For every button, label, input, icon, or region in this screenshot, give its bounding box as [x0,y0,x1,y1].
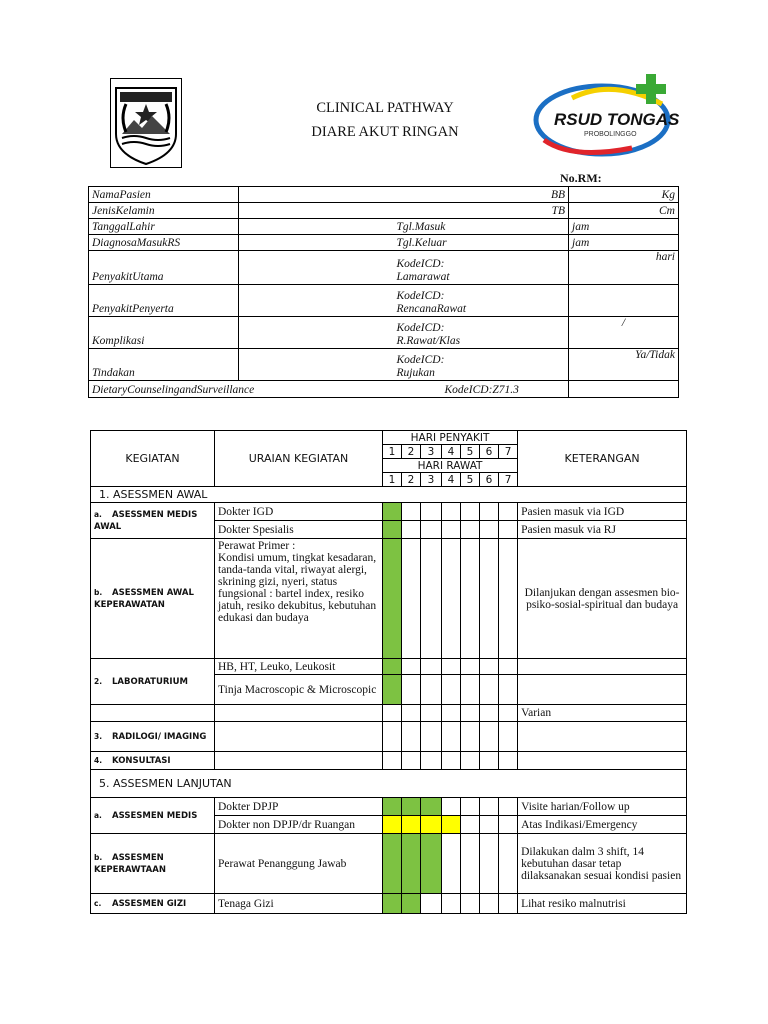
hari-rawat-day: 1 [383,473,402,487]
penyakit-utama-label: PenyakitUtama [89,251,239,285]
keterangan-malnutrisi: Lihat resiko malnutrisi [518,894,687,914]
uraian-perawat-primer: Perawat Primer : Kondisi umum, tingkat kesadaran, tanda-tanda vital, riwayat alergi, skrining gizi, nyeri, status fungsional : bartel index, resiko jatuh, resiko dekubitus, kebutuhan edukasi dan budaya [215,539,383,659]
uraian-tenaga-gizi: Tenaga Gizi [215,894,383,914]
jam-masuk-label: jam [569,219,679,235]
day-cell-filled [383,539,402,659]
day-cell [480,798,499,816]
day-cell-filled [383,503,402,521]
day-cell [480,816,499,834]
keterangan-konsultasi [518,752,687,770]
day-cell [383,705,402,722]
clinical-pathway-activity-table [90,430,687,914]
day-cell [499,752,518,770]
hospital-logo [532,70,680,160]
day-cell [442,675,461,705]
hari-penyakit-day: 7 [499,445,518,459]
day-cell [461,816,480,834]
uraian-dokter-non-dpjp: Dokter non DPJP/dr Ruangan [215,816,383,834]
day-cell [421,722,442,752]
day-cell [402,675,421,705]
day-cell-filled [383,521,402,539]
hari-penyakit-day: 6 [480,445,499,459]
day-cell-yellow [421,816,442,834]
section-asesmen-awal: 1. ASESSMEN AWAL [91,487,687,503]
day-cell [499,659,518,675]
day-cell [442,722,461,752]
day-cell [461,521,480,539]
keterangan-header: KETERANGAN [518,431,687,487]
day-cell [499,834,518,894]
uraian-hb-ht-leuko: HB, HT, Leuko, Leukosit [215,659,383,675]
hari-rawat-day: 4 [442,473,461,487]
day-cell-yellow [442,816,461,834]
uraian-dokter-igd: Dokter IGD [215,503,383,521]
cm-unit: Cm [569,203,679,219]
title-line-2: DIARE AKUT RINGAN [311,124,459,140]
day-cell [499,798,518,816]
keterangan-shift: Dilakukan dalm 3 shift, 14 kebutuhan dasar tetap dilaksanakan sesuai kondisi pasien [518,834,687,894]
keterangan-rj: Pasien masuk via RJ [518,521,687,539]
day-cell [461,894,480,914]
day-cell [442,834,461,894]
hari-rawat-day: 5 [461,473,480,487]
hari-rawat-header: HARI RAWAT [383,459,518,473]
assesmen-gizi-label: c. ASSESMEN GIZI [91,894,215,914]
hari-penyakit-day: 1 [383,445,402,459]
day-cell-filled [421,798,442,816]
title-line-1: CLINICAL PATHWAY [316,100,454,116]
rencana-rawat-value [569,285,679,317]
day-cell [421,521,442,539]
day-cell-filled [383,798,402,816]
tgl-keluar-label: Tgl.Keluar [397,235,569,251]
day-cell [461,503,480,521]
rujukan-label: Rujukan [396,367,435,379]
day-cell-filled [383,894,402,914]
day-cell [383,752,402,770]
document-title [250,96,520,144]
assesmen-keperawatan-label: b. ASSESMEN KEPERAWTAAN [91,834,215,894]
keterangan-visite: Visite harian/Follow up [518,798,687,816]
uraian-dokter-spesialis: Dokter Spesialis [215,521,383,539]
day-cell [499,705,518,722]
day-cell-filled [383,675,402,705]
day-cell [499,539,518,659]
day-cell [461,752,480,770]
keterangan-radiologi [518,722,687,752]
penyakit-penyerta-value [239,285,397,317]
hari-rawat-day: 6 [480,473,499,487]
day-cell [442,798,461,816]
day-cell-filled [402,894,421,914]
ya-tidak-option: Ya/Tidak [569,349,679,381]
day-cell [461,722,480,752]
day-cell [461,798,480,816]
penyakit-utama-value [239,251,397,285]
day-cell [499,816,518,834]
nama-pasien-label: NamaPasien [89,187,239,203]
day-cell [461,834,480,894]
uraian-kegiatan-header: URAIAN KEGIATAN [215,431,383,487]
diagnosa-masuk-label: DiagnosaMasukRS [89,235,239,251]
day-cell-filled [383,659,402,675]
kode-icd-tindakan: KodeICD: [396,354,445,366]
regency-emblem-logo [110,78,182,168]
day-cell [442,539,461,659]
patient-info-table [88,186,679,398]
jam-keluar-label: jam [569,235,679,251]
hospital-logo-subtext: PROBOLINGGO [584,131,637,138]
rencana-rawat-label: RencanaRawat [396,303,467,315]
laboratorium-empty-label [91,705,215,722]
day-cell [461,705,480,722]
diagnosa-value [239,235,397,251]
tanggal-lahir-value [239,219,397,235]
keterangan-igd: Pasien masuk via IGD [518,503,687,521]
hari-penyakit-day: 2 [402,445,421,459]
day-cell [442,894,461,914]
day-cell [442,503,461,521]
tindakan-value [239,349,397,381]
hari-rawat-day: 2 [402,473,421,487]
hari-penyakit-day: 4 [442,445,461,459]
day-cell [461,675,480,705]
uraian-perawat-penanggung-jawab: Perawat Penanggung Jawab [215,834,383,894]
day-cell [480,705,499,722]
kode-icd-z713: KodeICD:Z71.3 [397,381,569,398]
day-cell [421,503,442,521]
day-cell-filled [383,834,402,894]
day-cell [442,705,461,722]
hari-penyakit-day: 5 [461,445,480,459]
uraian-dokter-dpjp: Dokter DPJP [215,798,383,816]
hari-penyakit-day: 3 [421,445,442,459]
day-cell-filled [421,834,442,894]
day-cell [402,539,421,659]
keterangan-lab-2 [518,675,687,705]
day-cell [421,705,442,722]
day-cell-yellow [383,816,402,834]
day-cell [383,722,402,752]
day-cell [442,752,461,770]
day-cell [499,521,518,539]
day-cell [480,675,499,705]
komplikasi-label: Komplikasi [89,317,239,349]
day-cell [402,752,421,770]
tgl-masuk-label: Tgl.Masuk [397,219,569,235]
day-cell [480,722,499,752]
day-cell [480,834,499,894]
laboratorium-label: 2. LABORATURIUM [91,659,215,705]
tb-label: TB [239,203,569,219]
day-cell [421,675,442,705]
day-cell-filled [402,834,421,894]
day-cell [480,894,499,914]
day-cell [421,539,442,659]
hari-rawat-day: 3 [421,473,442,487]
assesmen-medis-label: a. ASSESMEN MEDIS [91,798,215,834]
day-cell [480,752,499,770]
day-cell-filled [402,798,421,816]
penyakit-penyerta-label: PenyakitPenyerta [89,285,239,317]
kode-icd-penyerta: KodeICD: [396,290,445,302]
komplikasi-value [239,317,397,349]
kode-icd-komplikasi: KodeICD: [396,322,445,334]
day-cell [480,539,499,659]
day-cell [402,659,421,675]
dietary-value [569,381,679,398]
uraian-empty [215,705,383,722]
tindakan-label: Tindakan [89,349,239,381]
day-cell [402,722,421,752]
medical-record-number-label: No.RM: [560,171,602,185]
day-cell [442,521,461,539]
asessmen-awal-keperawatan-label: b. ASESSMEN AWAL KEPERAWATAN [91,539,215,659]
kg-unit: Kg [569,187,679,203]
hari-penyakit-header: HARI PENYAKIT [383,431,518,445]
hari-unit: hari [569,251,679,285]
lama-rawat-label: Lamarawat [396,271,450,283]
day-cell [442,659,461,675]
day-cell [421,659,442,675]
uraian-radiologi [215,722,383,752]
uraian-tinja: Tinja Macroscopic & Microscopic [215,675,383,705]
day-cell-yellow [402,816,421,834]
keterangan-atas-indikasi: Atas Indikasi/Emergency [518,816,687,834]
uraian-konsultasi [215,752,383,770]
dietary-counseling-label: DietaryCounselingandSurveillance [89,381,397,398]
day-cell [402,521,421,539]
day-cell [499,675,518,705]
day-cell [499,722,518,752]
bb-label: BB [239,187,569,203]
day-cell [480,503,499,521]
day-cell [402,503,421,521]
day-cell [480,659,499,675]
rawat-klas-separator: / [569,317,679,349]
keterangan-perawat: Dilanjukan dengan assesmen bio-psiko-sosial-spiritual dan budaya [518,539,687,659]
rawat-klas-label: R.Rawat/Klas [396,335,461,347]
day-cell [421,752,442,770]
day-cell [480,521,499,539]
tanggal-lahir-label: TanggalLahir [89,219,239,235]
asessmen-medis-awal-label: a. ASESSMEN MEDIS AWAL [91,503,215,539]
keterangan-varian: Varian [518,705,687,722]
hari-rawat-day: 7 [499,473,518,487]
jenis-kelamin-label: JenisKelamin [89,203,239,219]
hospital-logo-text: RSUD TONGAS [554,110,680,129]
kegiatan-header: KEGIATAN [91,431,215,487]
day-cell [421,894,442,914]
day-cell [461,539,480,659]
konsultasi-label: 4. KONSULTASI [91,752,215,770]
keterangan-lab-1 [518,659,687,675]
day-cell [402,705,421,722]
radiologi-imaging-label: 3. RADILOGI/ IMAGING [91,722,215,752]
section-assesmen-lanjutan: 5. ASSESMEN LANJUTAN [91,770,687,798]
day-cell [499,503,518,521]
day-cell [499,894,518,914]
day-cell [461,659,480,675]
kode-icd-utama: KodeICD: [396,258,445,270]
